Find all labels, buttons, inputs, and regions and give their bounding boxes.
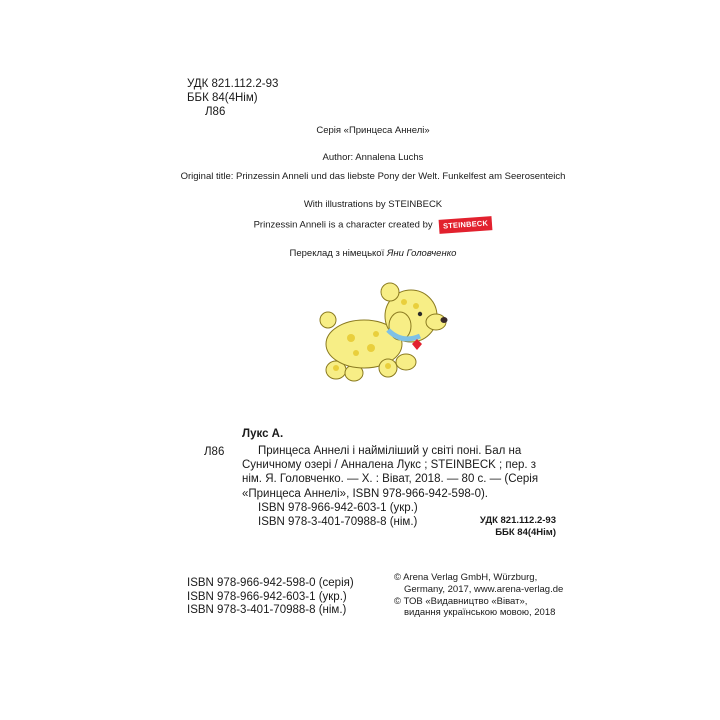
puppy-front-leg-2	[396, 354, 416, 370]
puppy-nose	[441, 317, 448, 323]
catalog-card-isbn-ger: ISBN 978-3-401-70988-8 (нім.)	[258, 516, 418, 529]
isbn-list	[187, 577, 354, 618]
character-credit-text: Prinzessin Anneli is a character created by	[253, 219, 433, 231]
puppy-eye	[418, 312, 422, 316]
isbn-ger: ISBN 978-3-401-70988-8 (нім.)	[187, 604, 347, 617]
catalog-card-code: Л86	[204, 446, 225, 458]
copyright-line-4: видання українською мовою, 2018	[404, 607, 556, 619]
catalog-card-heading: Лукс А.	[242, 428, 284, 440]
author-mark-code: Л86	[205, 106, 226, 118]
bottom-bbk-code: ББК 84(4Нім)	[495, 527, 556, 538]
isbn-series: ISBN 978-966-942-598-0 (серія)	[187, 577, 354, 589]
steinbeck-logo: STEINBECK	[439, 216, 493, 234]
udk-code: УДК 821.112.2-93	[187, 78, 279, 90]
translation-prefix: Переклад з німецької	[289, 248, 385, 259]
copyright-line-2: Germany, 2017, www.arena-verlag.de	[404, 583, 564, 595]
copyright-line-1: © Arena Verlag GmbH, Würzburg,	[394, 572, 538, 583]
bbk-code: ББК 84(4Нім)	[187, 92, 258, 104]
series-title: Серія «Принцеса Аннелі»	[316, 125, 430, 136]
top-udk-block	[187, 77, 278, 119]
bottom-udk-code: УДК 821.112.2-93	[479, 515, 556, 526]
copyright-line-3: © ТОВ «Видавництво «Віват»,	[394, 595, 528, 607]
character-credit	[180, 218, 566, 232]
puppy-tail	[320, 312, 336, 328]
original-title: Original title: Prinzessin Anneli und das liebste Pony der Welt. Funkelfest am Seerosenteich	[180, 171, 566, 182]
isbn-ukr: ISBN 978-966-942-603-1 (укр.)	[187, 590, 347, 603]
translator-name: Яни Головченко	[386, 248, 457, 259]
illustrations-credit: With illustrations by STEINBECK	[303, 199, 443, 210]
puppy-topknot	[381, 283, 399, 301]
catalog-card-description: Принцеса Аннелі і найміліший у світі поні. Бал на Суничному озері / Анналена Лукс ; STEINBECK ; пер. з нім. Я. Головченко. — Х. : Віват, 2018. — 80 с. — (Серія «Принцеса Аннелі», ISBN 978-966-942-598-0).	[242, 445, 539, 500]
author-line: Author: Annalena Luchs	[322, 152, 424, 163]
copyright-block	[394, 572, 563, 619]
bottom-udk-block	[440, 515, 556, 539]
puppy-illustration	[316, 278, 452, 384]
catalog-card-isbn-ukr: ISBN 978-966-942-603-1 (укр.)	[258, 501, 418, 514]
translation-credit	[180, 248, 566, 260]
